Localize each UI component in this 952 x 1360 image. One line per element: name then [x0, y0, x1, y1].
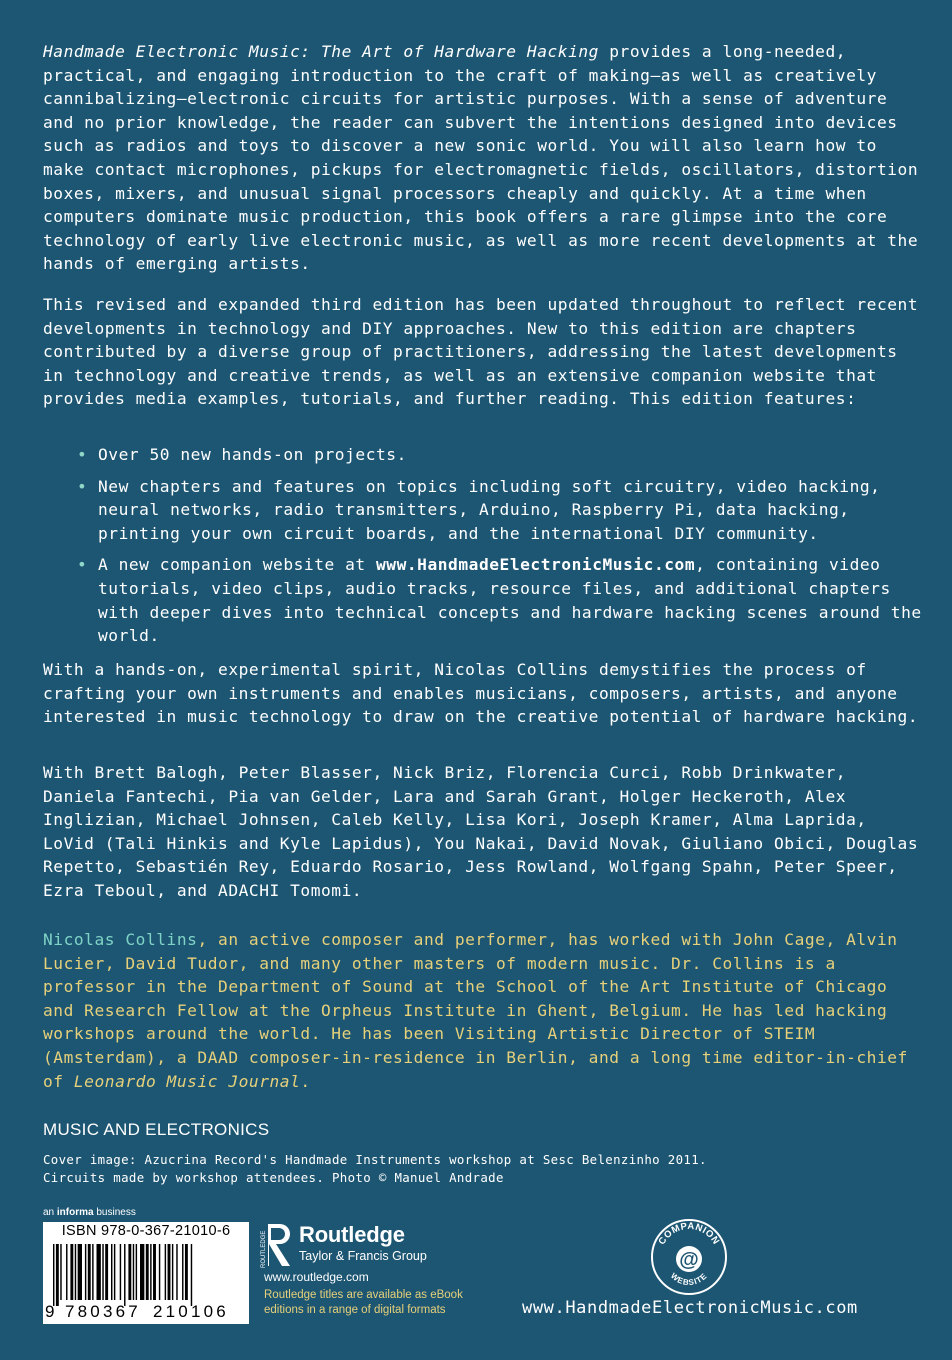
credit-line: Circuits made by workshop attendees. Photo © Manuel Andrade	[43, 1170, 504, 1185]
credit-line: Cover image: Azucrina Record's Handmade Instruments workshop at Sesc Belenzinho 2011.	[43, 1152, 707, 1167]
publisher-group: Taylor & Francis Group	[299, 1249, 427, 1263]
feature-item: • New chapters and features on topics including soft circuitry, video hacking, neural networks, radio transmitters, Arduino, Raspberry Pi, data hacking, printing your own circuit boards, and the international DIY community.	[74, 475, 924, 546]
features-list	[74, 443, 924, 656]
edition-text: This revised and expanded third edition has been updated throughout to reflect recent developments in technology and DIY approaches. New to this edition are chapters contributed by a diverse group of practitioners, addressing the latest developments in technology and creative trends, as well as an extensive companion website that provides media examples, tutorials, and further reading. This edition features:	[43, 295, 919, 409]
handson-paragraph	[43, 658, 923, 729]
svg-text:ROUTLEDGE: ROUTLEDGE	[261, 1230, 267, 1268]
contributors-text: With Brett Balogh, Peter Blasser, Nick Briz, Florencia Curci, Robb Drinkwater, Daniela Fantechi, Pia van Gelder, Lara and Sarah Grant, Holger Heckeroth, Alex Inglizian, Michael Johnsen, Caleb Kelly, Lisa Kori, Joseph Kramer, Alma Laprida, LoVid (Tali Hinkis and Kyle Lapidus), You Nakai, David Novak, Giuliano Obici, Douglas Repetto, Sebastién Rey, Eduardo Rosario, Jess Rowland, Wolfgang Spahn, Peter Speer, Ezra Teboul, and ADACHI Tomomi.	[43, 763, 919, 900]
feature-item: • A new companion website at www.HandmadeElectronicMusic.com, containing video tutorials, video clips, audio tracks, resource files, and additional chapters with deeper dives into technical concepts and hardware hacking scenes around the world.	[74, 553, 924, 647]
author-name: Nicolas Collins	[43, 930, 198, 949]
companion-website-url[interactable]: www.HandmadeElectronicMusic.com	[522, 1298, 858, 1318]
feature-item: • Over 50 new hands-on projects.	[74, 443, 924, 467]
book-title: Handmade Electronic Music: The Art of Hardware Hacking	[43, 42, 599, 61]
routledge-logo-icon	[262, 1222, 294, 1270]
author-bio: Nicolas Collins, an active composer and performer, has worked with John Cage, Alvin Lucier, David Tudor, and many other masters of modern music. Dr. Collins is a professor in the Department of Sound at the School of the Art Institute of Chicago and Research Fellow at the Orpheus Institute in Ghent, Belgium. He has led hacking workshops around the world. He has been Visiting Artistic Director of STEIM (Amsterdam), a DAAD composer-in-residence in Berlin, and a long time editor-in-chief of Leonardo Music Journal.	[43, 930, 908, 1091]
publisher-name: Routledge	[299, 1222, 405, 1247]
svg-text:WEBSITE: WEBSITE	[668, 1271, 710, 1288]
intro-text: provides a long-needed, practical, and engaging introduction to the craft of making—as well as creatively cannibalizing—electronic circuits for artistic purposes. With a sense of adventure and no prior knowledge, the reader can subvert the intentions designed into devices such as radios and toys to discover a new sonic world. You will also learn how to make contact microphones, pickups for electromagnetic fields, oscillators, distortion boxes, mixers, and unusual signal processors cheaply and quickly. At a time when computers dominate music production, this book offers a rare glimpse into the core technology of early live electronic music, as well as more recent developments at the hands of emerging artists.	[43, 42, 919, 274]
handson-text: With a hands-on, experimental spirit, Nicolas Collins demystifies the process of crafting your own instruments and enables musicians, composers, artists, and anyone interested in music technology to draw on the creative potential of hardware hacking.	[43, 660, 919, 727]
publisher-url[interactable]: www.routledge.com	[264, 1270, 369, 1284]
website-link-inline[interactable]: www.HandmadeElectronicMusic.com	[375, 555, 696, 575]
svg-text:COMPANION: COMPANION	[656, 1220, 722, 1247]
isbn-label: ISBN 978-0-367-21010-6	[61, 1223, 231, 1239]
contributors-paragraph	[43, 761, 923, 903]
companion-website-badge-icon	[649, 1217, 729, 1297]
isbn-barcode: ISBN 978-0-367-21010-6 9 780367 210106	[43, 1222, 249, 1324]
ebook-notice: Routledge titles are available as eBook editions in a range of digital formats	[264, 1289, 463, 1316]
journal-title: Leonardo Music Journal	[73, 1071, 301, 1091]
author-bio-text: , an active composer and performer, has worked with John Cage, Alvin Lucier, David Tudor, and many other masters of modern music. Dr. Collins is a professor in the Department of Sound at the School of the Art Institute of Chicago and Research Fellow at the Orpheus Institute in Ghent, Belgium. He has led hacking workshops around the world. He has been Visiting Artistic Director of STEIM (Amsterdam), a DAAD composer-in-residence in Berlin, and a long time editor-in-chief of	[43, 930, 908, 1091]
edition-paragraph	[43, 293, 923, 411]
subject-category: MUSIC AND ELECTRONICS	[43, 1120, 270, 1139]
cover-credit	[43, 1151, 923, 1187]
informa-business-label: an informa business	[43, 1207, 136, 1218]
intro-paragraph	[43, 40, 923, 276]
barcode-bars	[53, 1244, 241, 1306]
svg-text:@: @	[679, 1249, 699, 1271]
